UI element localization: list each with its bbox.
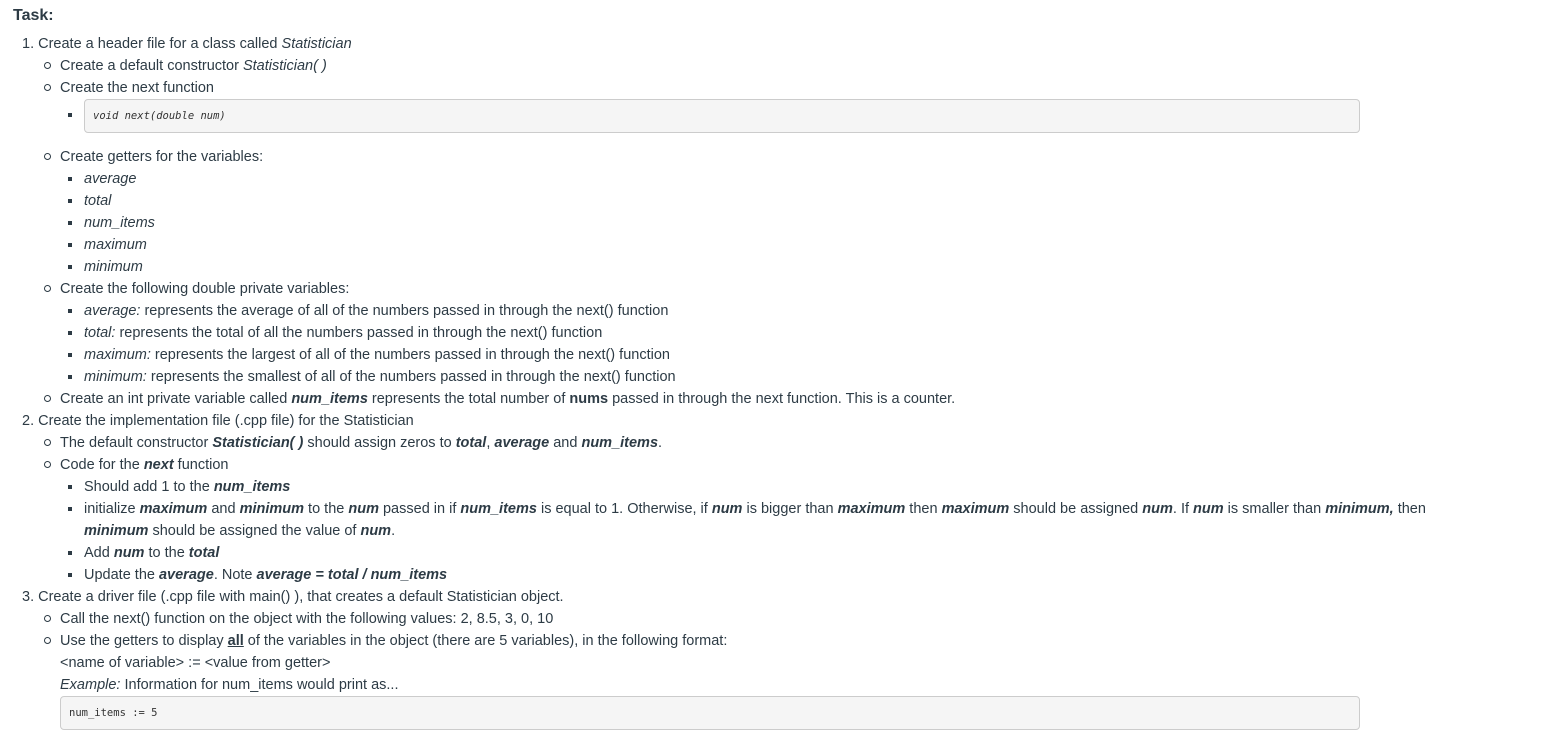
square-bullet-icon — [68, 221, 72, 225]
int-private-item: Create an int private variable called num_items represents the total number of nums passed in through the next function. This is a counter. — [60, 391, 956, 407]
call-next-item: Call the next() function on the object with the following values: 2, 8.5, 3, 0, 10 — [60, 611, 554, 627]
circle-bullet-icon — [44, 62, 51, 69]
step-2-title: 2. Create the implementation file (.cpp file) for the Statistician — [22, 413, 414, 429]
circle-bullet-icon — [44, 615, 51, 622]
circle-bullet-icon — [44, 439, 51, 446]
square-bullet-icon — [68, 177, 72, 181]
initialize-item-line1: initialize maximum and minimum to the num passed in if num_items is equal to 1. Otherwise, if num is bigger than maximum then maximum should be assigned num. If num is smaller than minimum, then — [84, 501, 1426, 517]
code-next-item: Code for the next function — [60, 457, 229, 473]
circle-bullet-icon — [44, 461, 51, 468]
square-bullet-icon — [68, 199, 72, 203]
circle-bullet-icon — [44, 153, 51, 160]
square-bullet-icon — [68, 485, 72, 489]
task-heading: Task: — [13, 7, 54, 24]
getter-average: average — [84, 171, 137, 187]
add-one-item: Should add 1 to the num_items — [84, 479, 291, 495]
getter-num-items: num_items — [84, 215, 155, 231]
private-total: total: represents the total of all the numbers passed in through the next() function — [84, 325, 603, 341]
square-bullet-icon — [68, 331, 72, 335]
getter-total: total — [84, 193, 112, 209]
step-3-title: 3. Create a driver file (.cpp file with main() ), that creates a default Statistician object. — [22, 589, 564, 605]
square-bullet-icon — [68, 309, 72, 313]
square-bullet-icon — [68, 551, 72, 555]
square-bullet-icon — [68, 265, 72, 269]
private-maximum: maximum: represents the largest of all of the numbers passed in through the next() function — [84, 347, 670, 363]
format-line: <name of variable> := <value from getter> — [60, 655, 331, 671]
next-function-item: Create the next function — [60, 80, 214, 96]
code-block-example: num_items := 5 — [60, 696, 1360, 730]
constructor-item: Create a default constructor Statistician( ) — [60, 58, 327, 74]
step-1-title: 1. Create a header file for a class called Statistician — [22, 36, 352, 52]
update-average-item: Update the average. Note average = total / num_items — [84, 567, 448, 583]
code-block-next: void next(double num) — [84, 99, 1360, 133]
default-ctor-item: The default constructor Statistician( ) should assign zeros to total, average and num_items. — [60, 435, 663, 451]
circle-bullet-icon — [44, 285, 51, 292]
square-bullet-icon — [68, 353, 72, 357]
getter-maximum: maximum — [84, 237, 147, 253]
circle-bullet-icon — [44, 84, 51, 91]
square-bullet-icon — [68, 507, 72, 511]
square-bullet-icon — [68, 573, 72, 577]
square-bullet-icon — [68, 375, 72, 379]
example-line: Example: Information for num_items would print as... — [60, 677, 399, 693]
add-to-total-item: Add num to the total — [84, 545, 220, 561]
circle-bullet-icon — [44, 637, 51, 644]
private-average: average: represents the average of all of the numbers passed in through the next() function — [84, 303, 669, 319]
circle-bullet-icon — [44, 395, 51, 402]
use-getters-item: Use the getters to display all of the variables in the object (there are 5 variables), in the following format: — [60, 633, 728, 649]
getter-minimum: minimum — [84, 259, 143, 275]
square-bullet-icon — [68, 113, 72, 117]
getters-item: Create getters for the variables: — [60, 149, 264, 165]
private-vars-item: Create the following double private variables: — [60, 281, 350, 297]
square-bullet-icon — [68, 243, 72, 247]
initialize-item-line2: minimum should be assigned the value of num. — [84, 523, 396, 539]
private-minimum: minimum: represents the smallest of all of the numbers passed in through the next() function — [84, 369, 676, 385]
